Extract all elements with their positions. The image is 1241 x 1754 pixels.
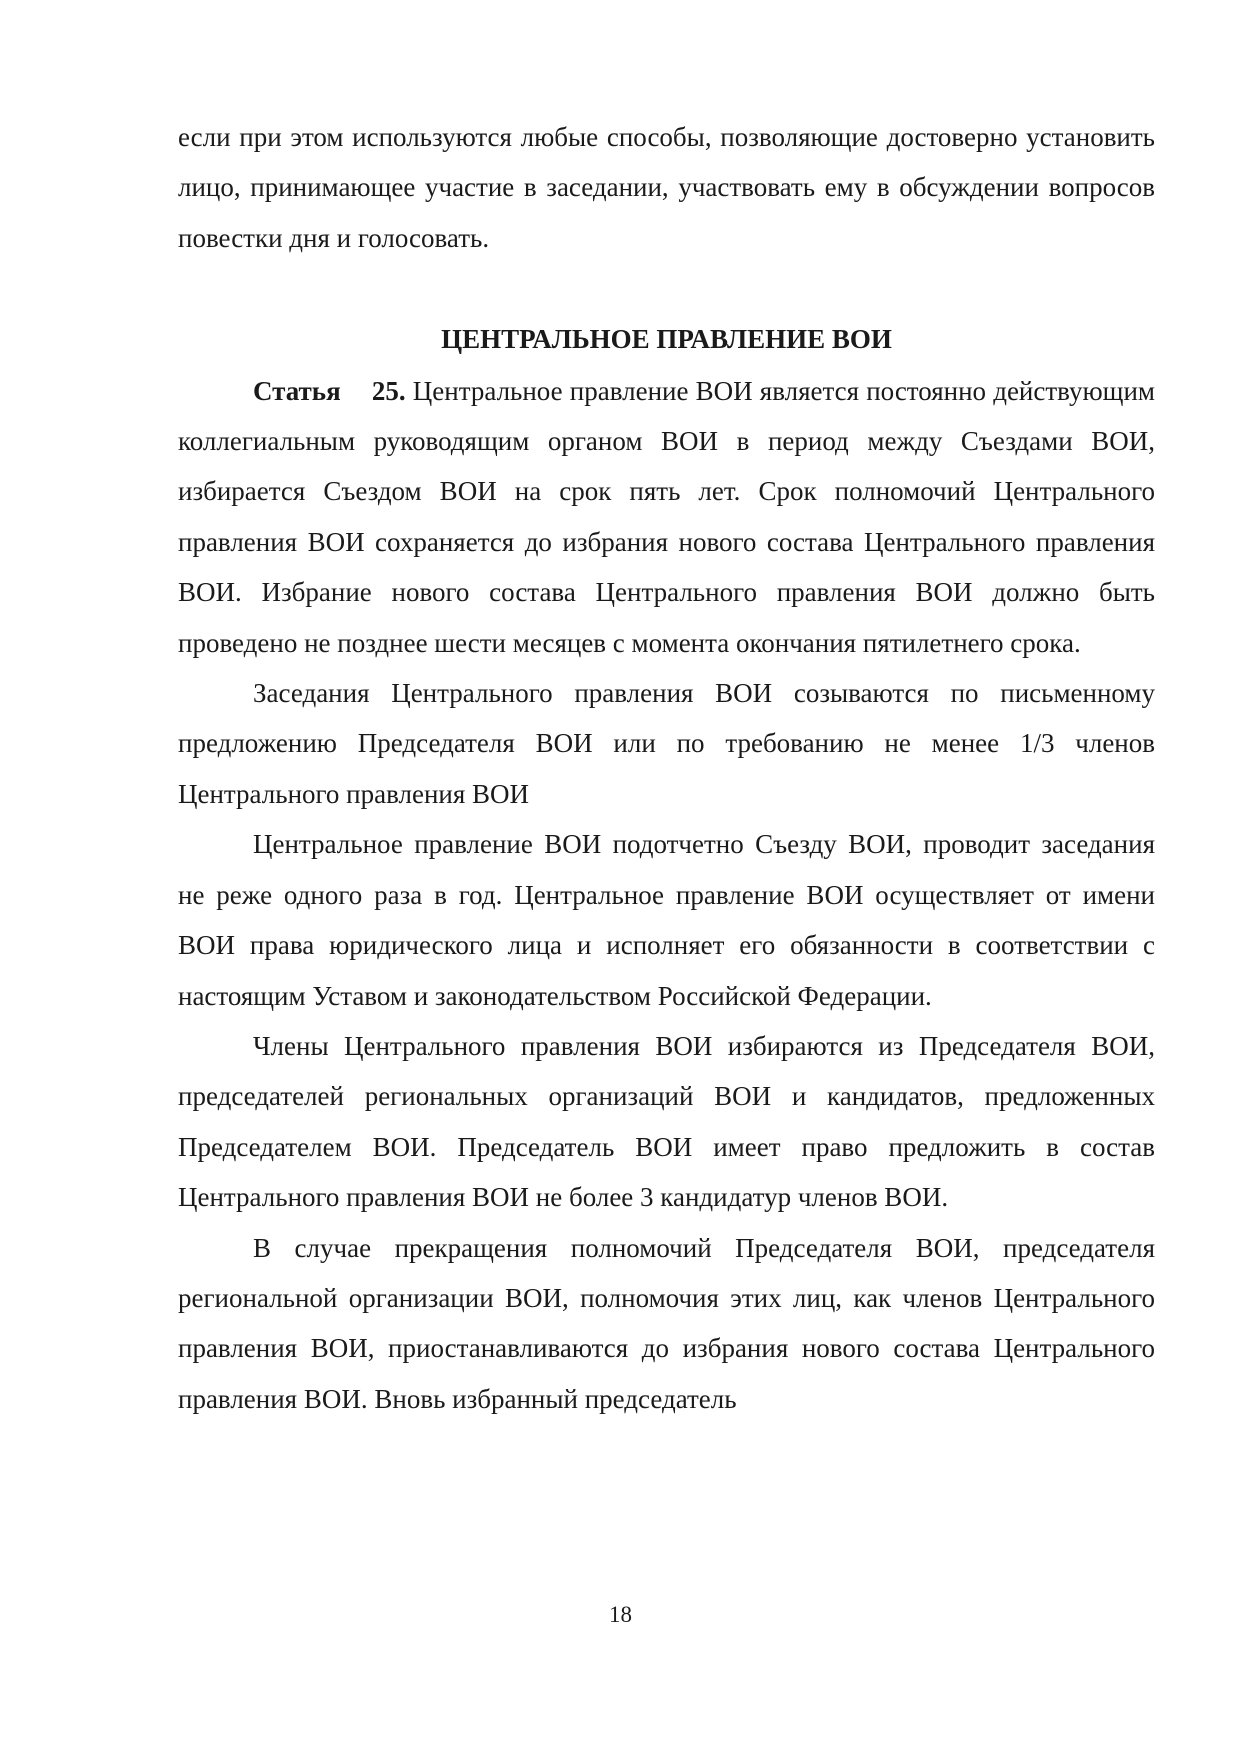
meetings-paragraph: Заседания Центрального правления ВОИ созываются по письменному предложению Председателя ВОИ или по требованию не менее 1/3 членов Центрального правления ВОИ [178, 678, 1155, 809]
termination-paragraph: В случае прекращения полномочий Председателя ВОИ, председателя региональной организации ВОИ, полномочия этих лиц, как членов Центрального правления ВОИ, приостанавливаются до избрания нового состава Центрального правления ВОИ. Вновь избранный председатель [178, 1232, 1155, 1414]
section-heading: ЦЕНТРАЛЬНОЕ ПРАВЛЕНИЕ ВОИ [441, 324, 892, 355]
accountability-paragraph: Центральное правление ВОИ подотчетно Съезду ВОИ, проводит заседания не реже одного раза в год. Центральное правление ВОИ осуществляет от имени ВОИ права юридического лица и исполняет его обязанности в соответствии с настоящим Уставом и законодательством Российской Федерации. [178, 829, 1155, 1011]
article-25-text: Центральное правление ВОИ является постоянно действующим коллегиальным руководящим органом ВОИ в период между Съездами ВОИ, избирается Съездом ВОИ на срок пять лет. Срок полномочий Центрального правления ВОИ сохраняется до избрания нового состава Центрального правления ВОИ. Избрание нового состава Центрального правления ВОИ должно быть проведено не позднее шести месяцев с момента окончания пятилетнего срока. [178, 375, 1155, 658]
continuation-paragraph: если при этом используются любые способы, позволяющие достоверно установить лицо, принимающее участие в заседании, участвовать ему в обсуждении вопросов повестки дня и голосовать. [178, 122, 1155, 253]
article-label: Статья 25. [253, 375, 406, 406]
article-25-paragraph [178, 366, 1155, 668]
members-election-paragraph: Члены Центрального правления ВОИ избираются из Председателя ВОИ, председателей региональных организаций ВОИ и кандидатов, предложенных Председателем ВОИ. Председатель ВОИ имеет право предложить в состав Центрального правления ВОИ не более 3 кандидатур членов ВОИ. [178, 1030, 1155, 1213]
document-page [178, 112, 1155, 1424]
page-number: 18 [609, 1602, 632, 1627]
